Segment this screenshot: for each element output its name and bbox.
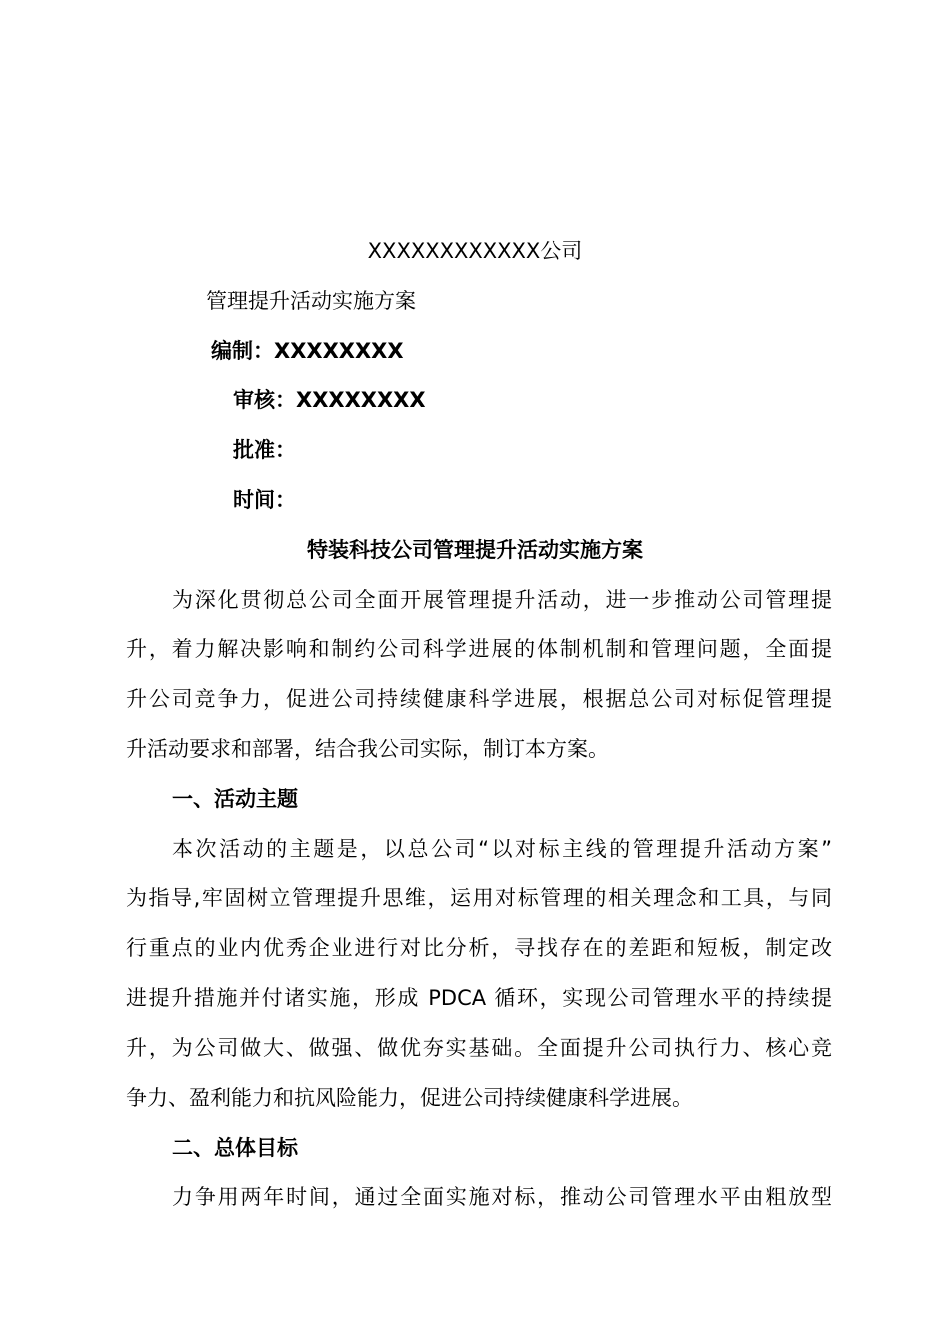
- reviewed-by: 审核：XXXXXXXX: [233, 388, 426, 412]
- section1-line: 升，为公司做大、做强、做优夯实基础。全面提升公司执行力、核心竞: [126, 1036, 832, 1060]
- intro-line: 升，着力解决影响和制约公司科学进展的体制机制和管理问题，全面提: [126, 637, 832, 661]
- section1-line: 行重点的业内优秀企业进行对比分析，寻找存在的差距和短板，制定改: [126, 936, 832, 960]
- section1-line: 为指导,牢固树立管理提升思维，运用对标管理的相关理念和工具，与同: [126, 886, 832, 910]
- section1-line: 进提升措施并付诸实施，形成 PDCA 循环，实现公司管理水平的持续提: [126, 986, 832, 1010]
- section1-line: 争力、盈利能力和抗风险能力，促进公司持续健康科学进展。: [126, 1086, 693, 1110]
- approved-by: 批准：: [233, 438, 296, 462]
- intro-line: 升公司竞争力，促进公司持续健康科学进展，根据总公司对标促管理提: [126, 687, 832, 711]
- intro-line: 升活动要求和部署，结合我公司实际，制订本方案。: [126, 737, 609, 761]
- intro-line: 为深化贯彻总公司全面开展管理提升活动，进一步推动公司管理提: [172, 588, 832, 612]
- compiled-by: 编制：XXXXXXXX: [211, 339, 404, 363]
- section2-line: 力争用两年时间，通过全面实施对标，推动公司管理水平由粗放型: [172, 1185, 832, 1209]
- section1-line: 本次活动的主题是，以总公司“以对标主线的管理提升活动方案”: [172, 837, 832, 861]
- section-heading: 一、活动主题: [172, 787, 298, 811]
- company-name: XXXXXXXXXXXX公司: [367, 239, 583, 263]
- document-title: 特装科技公司管理提升活动实施方案: [307, 538, 643, 562]
- section-heading: 二、总体目标: [172, 1136, 298, 1160]
- date-label: 时间：: [233, 488, 296, 512]
- plan-title: 管理提升活动实施方案: [206, 289, 416, 313]
